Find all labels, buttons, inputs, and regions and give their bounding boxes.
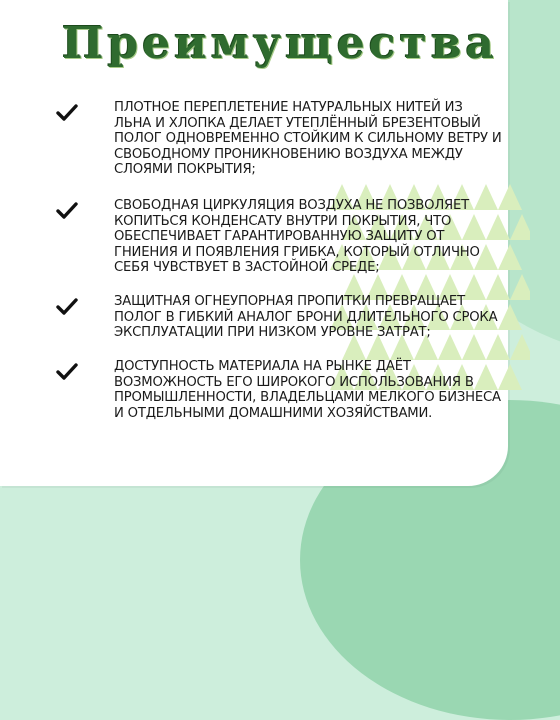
list-item [62,198,502,276]
item-text: ЗАЩИТНАЯ ОГНЕУПОРНАЯ ПРОПИТКИ ПРЕВРАЩАЕТ ПОЛОГ В ГИБКИЙ АНАЛОГ БРОНИ ДЛИТЕЛЬНОГО СРОКА ЭКСПЛУАТАЦИИ ПРИ НИЗКОМ УРОВНЕ ЗАТРАТ; [114,294,498,341]
triangle-shape [510,334,530,360]
item-text: ДОСТУПНОСТЬ МАТЕРИАЛА НА РЫНКЕ ДАЁТ ВОЗМОЖНОСТЬ ЕГО ШИРОКОГО ИСПОЛЬЗОВАНИЯ В ПРОМЫШЛЕННОСТИ, ВЛАДЕЛЬЦАМИ МЕЛКОГО БИЗНЕСА И ОТДЕЛЬНЫМИ ДОМАШНИМИ ХОЗЯЙСТВАМИ. [114,359,501,421]
list-item [62,294,502,341]
check-icon [56,104,78,122]
triangle-shape [510,274,530,300]
item-text: СВОБОДНАЯ ЦИРКУЛЯЦИЯ ВОЗДУХА НЕ ПОЗВОЛЯЕТ КОПИТЬСЯ КОНДЕНСАТУ ВНУТРИ ПОКРЫТИЯ, ЧТО ОБЕСПЕЧИВАЕТ ГАРАНТИРОВАННУЮ ЗАЩИТУ ОТ ГНИЕНИЯ И ПОЯВЛЕНИЯ ГРИБКА, КОТОРЫЙ ОТЛИЧНО СЕБЯ ЧУВСТВУЕТ В ЗАСТОЙНОЙ СРЕДЕ; [114,198,480,276]
page-title: Преимущества [61,18,499,69]
triangle-shape [510,214,530,240]
list-item [62,359,502,421]
item-text: ПЛОТНОЕ ПЕРЕПЛЕТЕНИЕ НАТУРАЛЬНЫХ НИТЕЙ ИЗ ЛЬНА И ХЛОПКА ДЕЛАЕТ УТЕПЛЁННЫЙ БРЕЗЕНТОВЫЙ ПОЛОГ ОДНОВРЕМЕННО СТОЙКИМ К СИЛЬНОМУ ВЕТРУ И СВОБОДНОМУ ПРОНИКНОВЕНИЮ ВОЗДУХА МЕЖДУ СЛОЯМИ ПОКРЫТИЯ; [114,100,502,178]
check-icon [56,202,78,220]
list-item [62,100,502,178]
check-icon [56,298,78,316]
check-icon [56,363,78,381]
